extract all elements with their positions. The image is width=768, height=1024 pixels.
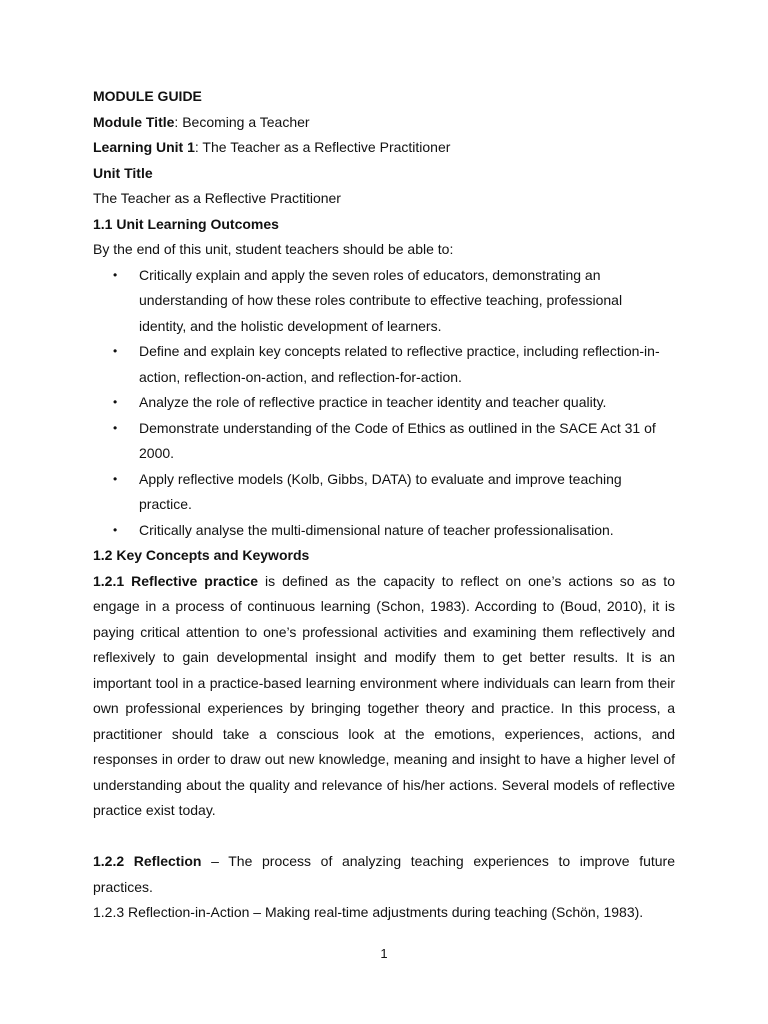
- reflection-in-action-line: 1.2.3 Reflection-in-Action – Making real-time adjustments during teaching (Schön, 1983).: [93, 904, 644, 920]
- bullet-icon: •: [113, 420, 118, 435]
- outcome-line: practice.: [139, 496, 192, 512]
- unit-title-value: The Teacher as a Reflective Practitioner: [93, 190, 341, 206]
- outcome-item: [93, 518, 675, 544]
- learning-unit-value: : The Teacher as a Reflective Practitioner: [194, 139, 451, 155]
- outcomes-intro: By the end of this unit, student teachers should be able to:: [93, 241, 454, 257]
- key-concepts-heading: 1.2 Key Concepts and Keywords: [93, 547, 310, 563]
- module-title-label: Module Title: [93, 113, 175, 130]
- outcome-item: [93, 339, 675, 390]
- outcome-line: understanding of how these roles contribute to effective teaching, professional: [139, 292, 623, 308]
- outcome-line: Critically analyse the multi-dimensional nature of teacher professionalisation.: [139, 521, 614, 538]
- outcome-line: identity, and the holistic development of learners.: [139, 317, 442, 334]
- learning-unit-label: Learning Unit 1: [93, 139, 195, 155]
- module-guide-heading: MODULE GUIDE: [93, 88, 202, 104]
- outcome-line: 2000.: [139, 445, 175, 461]
- bullet-icon: •: [113, 344, 118, 358]
- reflective-practice-text: is defined as the capacity to reflect on one’s actions so as to engage in a process of continuous learning (Schon, 1983). According to (Boud, 2010), it is paying critical attention to one’s professional activities and examining them reflectively and reflexively to gain developmental insight and modify them to get better results. It is an important tool in a practice-based learning environment where individuals can learn from their own professional experiences by bringing together theory and practice. In this process, a practitioner should take a conscious look at the emotions, experiences, actions, and responses in order to draw out new knowledge, meaning and insight to have a higher level of understanding about the quality and relevance of his/her actions. Several models of reflective practice exist today.: [93, 572, 675, 818]
- bullet-icon: •: [113, 471, 118, 486]
- outcomes-heading: 1.1 Unit Learning Outcomes: [93, 215, 279, 232]
- module-title-value: : Becoming a Teacher: [174, 113, 310, 130]
- outcome-line: Critically explain and apply the seven roles of educators, demonstrating an: [139, 266, 601, 283]
- module-title-line: [93, 110, 675, 136]
- bullet-icon: •: [113, 395, 118, 409]
- reflection-text: – The process of analyzing teaching experiences to improve future practices.: [93, 853, 676, 895]
- outcomes-list: [93, 263, 675, 544]
- outcome-item: [93, 416, 675, 467]
- reflection-paragraph: [93, 849, 675, 900]
- learning-unit-line: [93, 135, 675, 161]
- outcome-item: [93, 390, 675, 416]
- paragraph-spacer: [93, 824, 675, 850]
- reflective-practice-paragraph: [93, 569, 675, 824]
- outcome-item: [93, 467, 675, 518]
- outcome-line: action, reflection-on-action, and reflection-for-action.: [139, 368, 462, 385]
- outcome-item: [93, 263, 675, 340]
- outcome-line: Define and explain key concepts related to reflective practice, including reflection-in-: [139, 343, 660, 359]
- unit-title-label: Unit Title: [93, 164, 153, 181]
- outcome-line: Demonstrate understanding of the Code of Ethics as outlined in the SACE Act 31 of: [139, 419, 656, 436]
- document-page: [93, 84, 675, 926]
- reflection-term: 1.2.2 Reflection: [93, 853, 202, 869]
- outcome-line: Analyze the role of reflective practice in teacher identity and teacher quality.: [139, 394, 607, 410]
- reflective-practice-term: 1.2.1 Reflective practice: [93, 572, 258, 589]
- bullet-icon: •: [113, 522, 118, 537]
- outcome-line: Apply reflective models (Kolb, Gibbs, DATA) to evaluate and improve teaching: [139, 470, 622, 487]
- bullet-icon: •: [113, 267, 118, 282]
- page-number: 1: [380, 946, 388, 961]
